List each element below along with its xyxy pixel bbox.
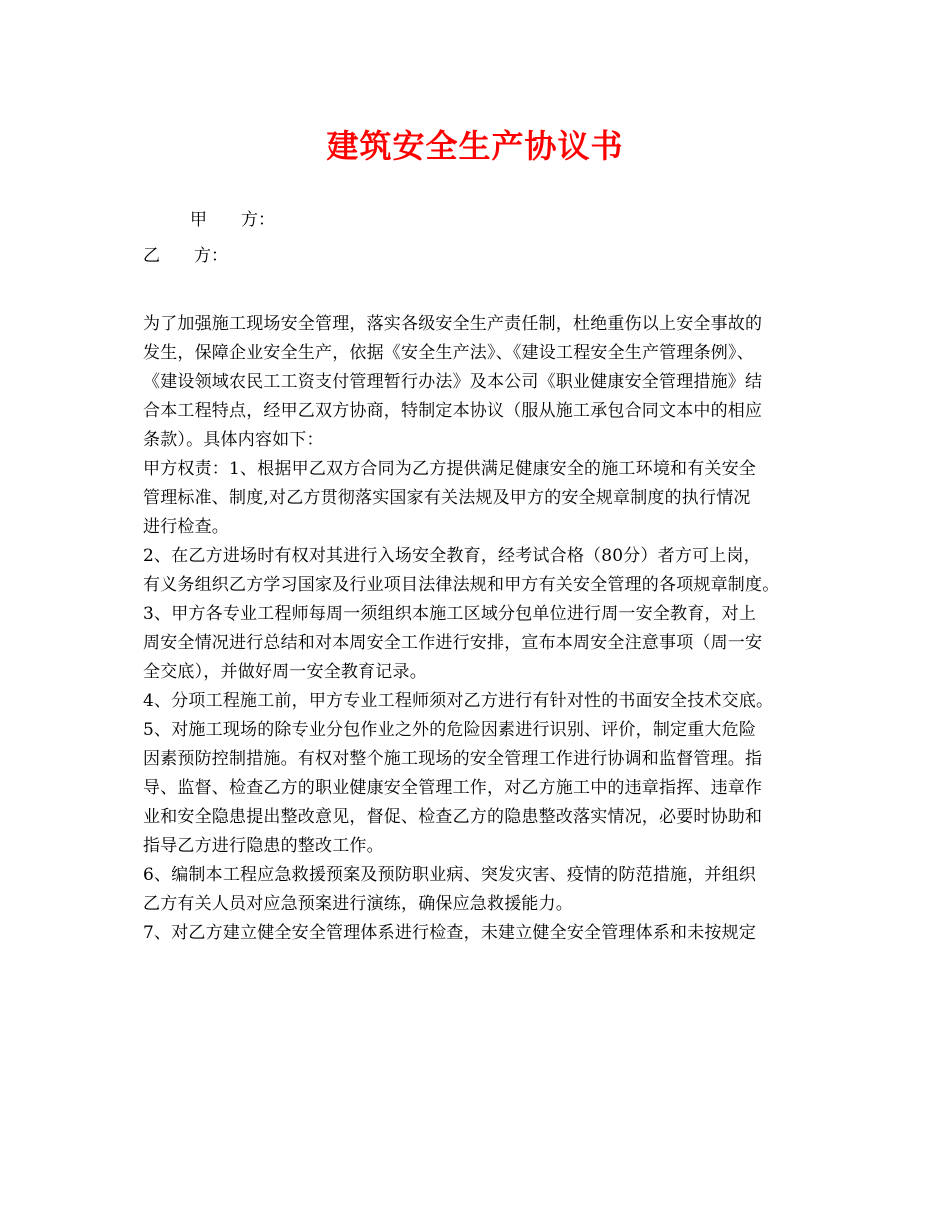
document-title: 建筑安全生产协议书 xyxy=(326,127,624,165)
body-line: 3、甲方各专业工程师每周一须组织本施工区域分包单位进行周一安全教育，对上 xyxy=(143,604,757,624)
body-line: 管理标准、制度,对乙方贯彻落实国家有关法规及甲方的安全规章制度的执行情况 xyxy=(143,488,751,508)
body-line: 《建设领域农民工工资支付管理暂行办法》及本公司《职业健康安全管理措施》结 xyxy=(143,372,763,392)
body-line: 周安全情况进行总结和对本周安全工作进行安排，宣布本周安全注意事项（周一安 xyxy=(143,633,763,653)
body-line: 有义务组织乙方学习国家及行业项目法律法规和甲方有关安全管理的各项规章制度。 xyxy=(143,575,780,595)
party-a-label: 甲 方： xyxy=(190,210,275,230)
body-line: 全交底），并做好周一安全教育记录。 xyxy=(143,662,427,682)
body-line: 甲方权责：1、根据甲乙双方合同为乙方提供满足健康安全的施工环境和有关安全 xyxy=(143,459,757,479)
party-b-label: 乙 方： xyxy=(143,246,228,266)
body-line: 导、监督、检查乙方的职业健康安全管理工作，对乙方施工中的违章指挥、违章作 xyxy=(143,778,763,798)
body-line: 进行检查。 xyxy=(143,517,229,537)
body-line: 指导乙方进行隐患的整改工作。 xyxy=(143,836,384,856)
body-line: 因素预防控制措施。有权对整个施工现场的安全管理工作进行协调和监督管理。指 xyxy=(143,749,763,769)
body-line: 为了加强施工现场安全管理，落实各级安全生产责任制，杜绝重伤以上安全事故的 xyxy=(143,314,763,334)
body-line: 合本工程特点，经甲乙双方协商，特制定本协议（服从施工承包合同文本中的相应 xyxy=(143,401,763,421)
body-line: 业和安全隐患提出整改意见，督促、检查乙方的隐患整改落实情况，必要时协助和 xyxy=(143,807,763,827)
body-line: 发生，保障企业安全生产，依据《安全生产法》、《建设工程安全生产管理条例》、 xyxy=(143,343,754,363)
body-line: 2、在乙方进场时有权对其进行入场安全教育，经考试合格（80分）者方可上岗， xyxy=(143,546,761,566)
body-line: 4、分项工程施工前，甲方专业工程师须对乙方进行有针对性的书面安全技术交底。 xyxy=(143,691,774,711)
body-line: 乙方有关人员对应急预案进行演练，确保应急救援能力。 xyxy=(143,894,573,914)
body-line: 7、对乙方建立健全安全管理体系进行检查，未建立健全安全管理体系和未按规定 xyxy=(143,923,757,943)
body-line: 6、编制本工程应急救援预案及预防职业病、突发灾害、疫情的防范措施，并组织 xyxy=(143,865,757,885)
body-line: 条款）。具体内容如下： xyxy=(143,430,324,450)
body-line: 5、对施工现场的除专业分包作业之外的危险因素进行识别、评价，制定重大危险 xyxy=(143,720,757,740)
agreement-body xyxy=(143,310,823,948)
